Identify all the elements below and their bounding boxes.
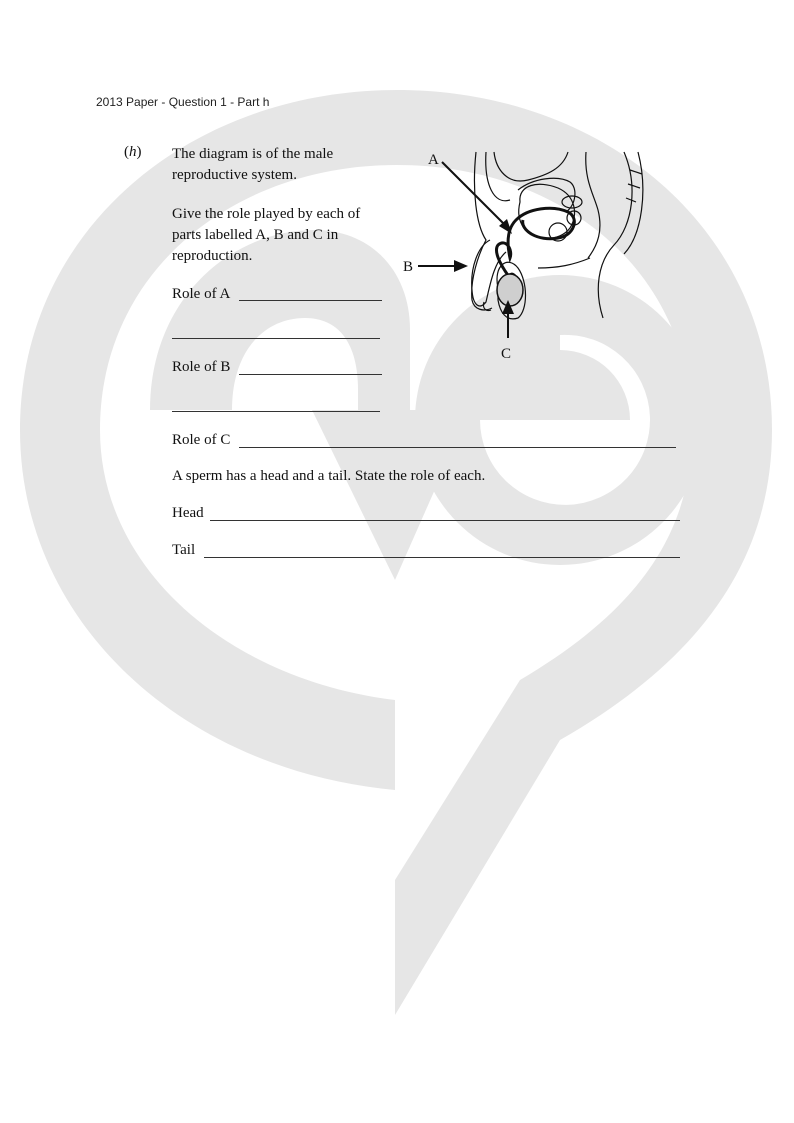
role-b-label: Role of B <box>172 359 231 375</box>
label-a: A <box>428 152 439 168</box>
question-intro: The diagram is of the male reproductive system. <box>172 146 334 183</box>
label-b-arrowhead <box>454 260 468 272</box>
label-c: C <box>501 346 512 362</box>
question-part-letter: (h) <box>124 144 142 160</box>
role-b-answer-line-1[interactable] <box>239 374 382 375</box>
sperm-prompt: A sperm has a head and a tail. State the role of each. <box>172 468 486 484</box>
tail-label: Tail <box>172 542 196 558</box>
role-a-label: Role of A <box>172 286 231 302</box>
role-c-answer-line[interactable] <box>239 447 676 448</box>
question-instruction: Give the role played by each of parts labelled A, B and C in reproduction. <box>172 206 361 264</box>
head-answer-line[interactable] <box>210 520 680 521</box>
head-label: Head <box>172 505 204 521</box>
reproductive-system-diagram <box>398 150 648 365</box>
role-c-label: Role of C <box>172 432 231 448</box>
role-b-answer-line-2[interactable] <box>172 411 380 412</box>
role-a-answer-line-2[interactable] <box>172 338 380 339</box>
role-a-answer-line-1[interactable] <box>239 300 382 301</box>
page-header-label: 2013 Paper - Question 1 - Part h <box>96 95 270 109</box>
label-b: B <box>403 259 414 275</box>
part-letter-text: h <box>129 144 137 160</box>
tail-answer-line[interactable] <box>204 557 680 558</box>
